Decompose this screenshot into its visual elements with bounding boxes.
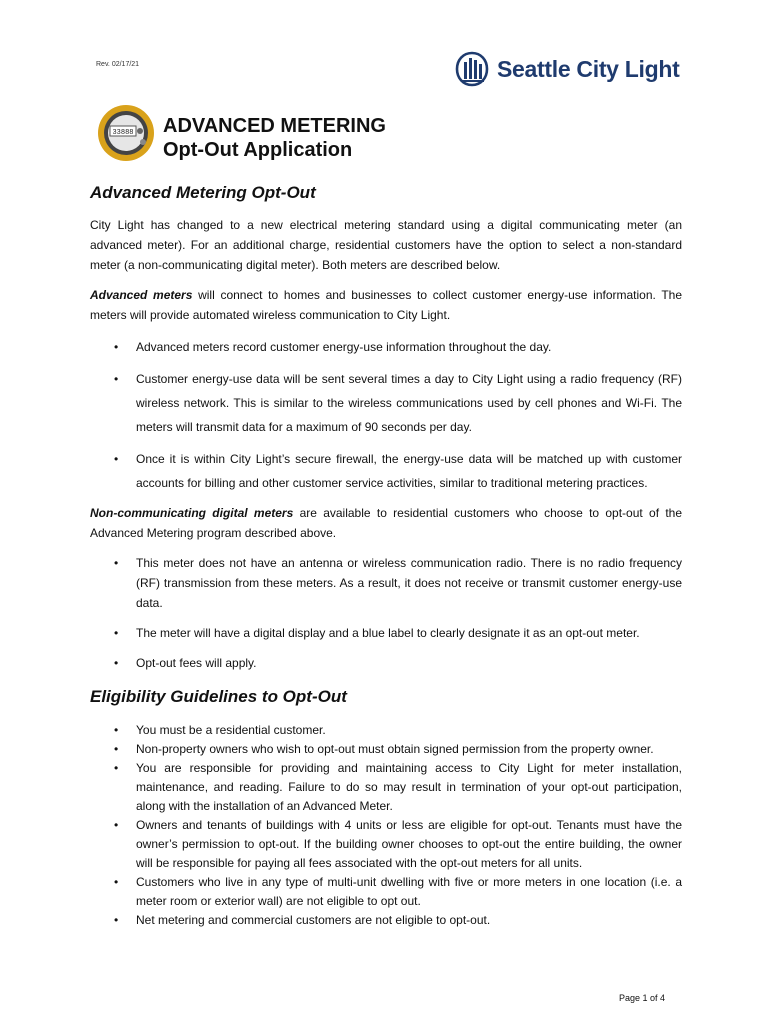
bullet: •	[114, 556, 119, 570]
list-item: • You are responsible for providing and maintaining access to City Light for meter installation, maintenance, and reading. Failure to do so may result in termination of your opt-out participation, along with the installation of an Advanced Meter.	[114, 761, 682, 813]
city-light-emblem-icon	[455, 51, 489, 87]
non-communicating-lead: Non-communicating digital meters	[90, 506, 294, 520]
bullet: •	[114, 626, 119, 640]
logo-text: Seattle City Light	[497, 55, 680, 82]
bullet: •	[114, 340, 119, 354]
bullet: •	[114, 913, 119, 927]
list-item: • Customers who live in any type of multi-unit dwelling with five or more meters in one location (i.e. a meter room or exterior wall) are not eligible to opt out.	[114, 875, 682, 908]
advanced-meters-text: will connect to homes and businesses to collect customer energy-use information. The meters will provide automated wireless communication to City Light.	[90, 288, 683, 322]
section-heading-opt-out: Advanced Metering Opt-Out	[90, 183, 316, 202]
document-title	[163, 114, 386, 162]
bullet: •	[114, 656, 119, 670]
bullet: •	[114, 452, 119, 466]
list-item: • Advanced meters record customer energy-use information throughout the day.	[90, 335, 682, 359]
bullet: •	[114, 742, 119, 756]
list-item: • This meter does not have an antenna or wireless communication radio. There is no radio frequency (RF) transmission from these meters. As a result, it does not receive or transmit customer energy-use data.	[90, 553, 682, 613]
list-item: • The meter will have a digital display and a blue label to clearly designate it as an opt-out meter.	[90, 623, 682, 643]
non-communicating-text: are available to residential customers who choose to opt-out of the Advanced Metering program described above.	[90, 506, 683, 540]
eligibility-list	[90, 721, 682, 930]
list-item: • Non-property owners who wish to opt-out must obtain signed permission from the property owner.	[90, 740, 682, 759]
list-item: • Customer energy-use data will be sent several times a day to City Light using a radio frequency (RF) wireless network. This is similar to the wireless communications used by cell phones and Wi-Fi. The meters will transmit data for a maximum of 90 seconds per day.	[90, 367, 682, 439]
non-communicating-list	[90, 553, 682, 673]
list-item: • Once it is within City Light’s secure firewall, the energy-use data will be matched up with customer accounts for billing and other customer service activities, similar to traditional metering practices.	[90, 447, 682, 495]
advanced-meters-list	[90, 335, 682, 495]
list-item: • You must be a residential customer.	[90, 721, 682, 740]
advanced-meters-paragraph	[90, 285, 682, 325]
main-content	[90, 183, 682, 930]
bullet: •	[114, 875, 119, 889]
title-line-2: Opt-Out Application	[163, 139, 353, 161]
list-item: • Opt-out fees will apply.	[90, 653, 682, 673]
section-heading-eligibility: Eligibility Guidelines to Opt-Out	[90, 687, 347, 706]
intro-paragraph: City Light has changed to a new electrical metering standard using a digital communicating meter (an advanced meter). For an additional charge, residential customers have the option to select a non-standard meter (a non-communicating digital meter). Both meters are described below.	[90, 218, 682, 272]
non-communicating-paragraph	[90, 503, 682, 543]
page-number: Page 1 of 4	[619, 993, 666, 1003]
revision-date: Rev. 02/17/21	[96, 61, 140, 68]
list-item: • Net metering and commercial customers are not eligible to opt-out.	[90, 911, 682, 930]
bullet: •	[114, 372, 119, 386]
badge-digits: 33888	[112, 129, 134, 137]
title-line-1: ADVANCED METERING	[163, 115, 386, 137]
advanced-meters-lead: Advanced meters	[90, 288, 193, 302]
seattle-city-light-logo	[455, 50, 685, 88]
bullet: •	[114, 723, 119, 737]
bullet: •	[114, 818, 119, 832]
list-item: • Owners and tenants of buildings with 4 units or less are eligible for opt-out. Tenants must have the owner’s permission to opt-out. If the building owner chooses to opt-out the entire building, the owner will be responsible for paying all fees associated with the opt-out meters for all units.	[114, 818, 682, 870]
bullet: •	[114, 761, 119, 775]
meter-badge-icon	[97, 104, 155, 162]
